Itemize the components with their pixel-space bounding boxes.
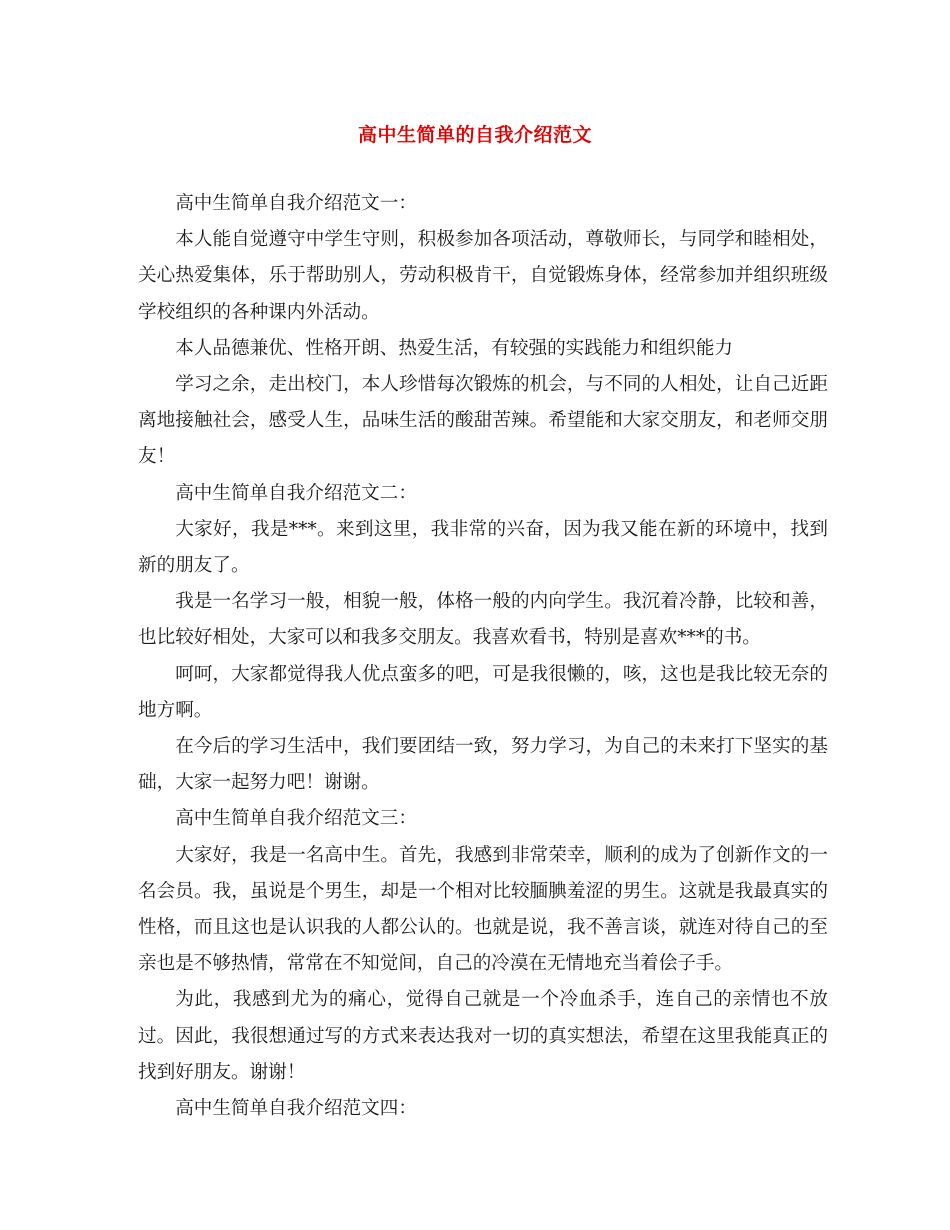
document-title: 高中生简单的自我介绍范文 bbox=[357, 124, 592, 146]
paragraph: 为此，我感到尤为的痛心，觉得自己就是一个冷血杀手，连自己的亲情也不放过。因此，我很想通过写的方式来表达我对一切的真实想法，希望在这里我能真正的找到好朋友。谢谢！ bbox=[138, 989, 828, 1083]
paragraph: 我是一名学习一般，相貌一般，体格一般的内向学生。我沉着冷静，比较和善，也比较好相处，大家可以和我多交朋友。我喜欢看书，特别是喜欢***的书。 bbox=[138, 591, 828, 649]
section-heading-4: 高中生简单自我介绍范文四： bbox=[175, 1098, 417, 1120]
section-heading-2: 高中生简单自我介绍范文二： bbox=[175, 482, 417, 504]
document-body bbox=[138, 186, 828, 1127]
section-heading-3: 高中生简单自我介绍范文三： bbox=[175, 808, 417, 830]
paragraph: 在今后的学习生活中，我们要团结一致，努力学习，为自己的未来打下坚实的基础，大家一起努力吧！谢谢。 bbox=[138, 736, 828, 794]
paragraph: 学习之余，走出校门，本人珍惜每次锻炼的机会，与不同的人相处，让自己近距离地接触社会，感受人生，品味生活的酸甜苦辣。希望能和大家交朋友，和老师交朋友！ bbox=[138, 374, 828, 468]
paragraph: 大家好，我是一名高中生。首先，我感到非常荣幸，顺利的成为了创新作文的一名会员。我，虽说是个男生，却是一个相对比较腼腆羞涩的男生。这就是我最真实的性格，而且这也是认识我的人都公认的。也就是说，我不善言谈，就连对待自己的至亲也是不够热情，常常在不知觉间，自己的冷漠在无情地充当着侩子手。 bbox=[138, 844, 828, 975]
paragraph: 呵呵，大家都觉得我人优点蛮多的吧，可是我很懒的，咳，这也是我比较无奈的地方啊。 bbox=[138, 663, 828, 721]
paragraph: 本人能自觉遵守中学生守则，积极参加各项活动，尊敬师长，与同学和睦相处，关心热爱集体，乐于帮助别人，劳动积极肯干，自觉锻炼身体，经常参加并组织班级学校组织的各种课内外活动。 bbox=[138, 229, 828, 323]
section-heading-1: 高中生简单自我介绍范文一： bbox=[175, 193, 417, 214]
paragraph: 大家好，我是***。来到这里，我非常的兴奋，因为我又能在新的环境中，找到新的朋友了。 bbox=[138, 518, 828, 577]
paragraph: 本人品德兼优、性格开朗、热爱生活，有较强的实践能力和组织能力 bbox=[175, 337, 734, 359]
